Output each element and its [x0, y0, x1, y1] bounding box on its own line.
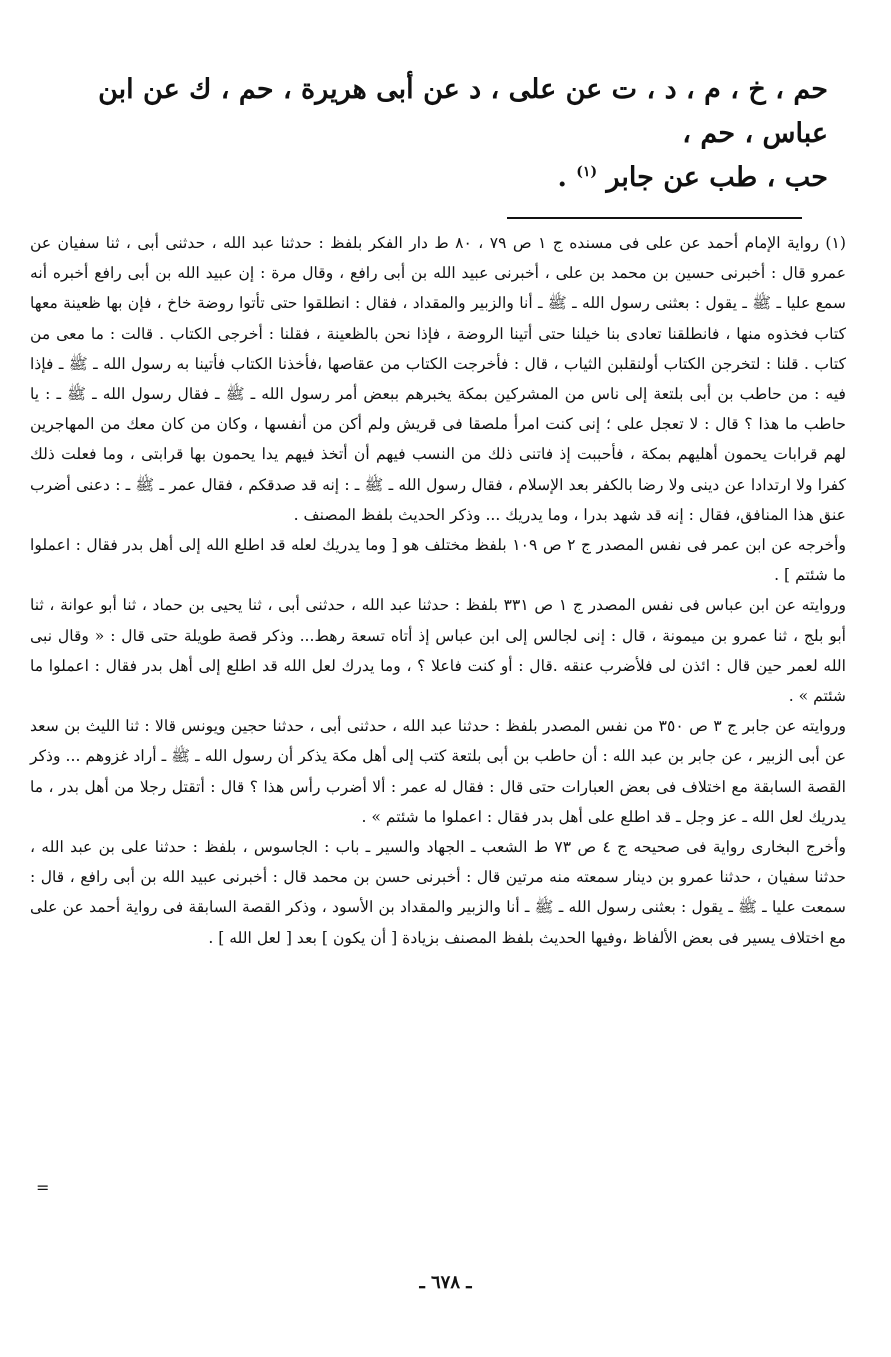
footnote-separator: [507, 217, 802, 219]
footnote-reference: (١): [576, 164, 598, 180]
footnote-paragraph-2: وأخرجه عن ابن عمر فى نفس المصدر ج ٢ ص ١٠٩ بلفظ مختلف هو [ وما يدريك لعله قد اطلع الله إلى أهل بدر فقال : اعملوا ما شئتم ] .: [30, 536, 846, 585]
main-text-line-1: حم ، خ ، م ، د ، ت عن على ، د عن أبى هريرة ، حم ، ك عن ابن عباس ، حم ،: [98, 74, 828, 149]
main-text: [38, 68, 828, 200]
main-text-line-2-body: حب ، طب عن جابر: [606, 162, 828, 193]
footnote-block: [30, 228, 846, 953]
footnote-paragraph-3: وروايته عن ابن عباس فى نفس المصدر ج ١ ص ٣٣١ بلفظ : حدثنا عبد الله ، حدثنى أبى ، ثنا يحيى بن حماد ، ثنا أبو عوانة ، ثنا أبو بلج ، ثنا عمرو بن ميمونة ، قال : إنى لجالس إلى ابن عباس إذ أتاه تسعة رهط... وذكر قصة طويلة حتى قال : « وقال نبى الله لعمر حين قال : ائذن لى فلأضرب عنقه .قال : أو كنت فاعلا ؟ ، وما يدرك لعل الله قد اطلع إلى أهل بدر فقال : اعملوا ما شئتم » .: [30, 596, 846, 706]
footnote-marker: (١): [825, 234, 846, 252]
footnote-paragraph-1-text: رواية الإمام أحمد عن على فى مسنده ج ١ ص ٧٩ ، ٨٠ ط دار الفكر بلفظ : حدثنا عبد الله ، حدثنى أبى ، ثنا سفيان عن عمرو قال : أخبرنى حسين بن محمد بن على ، أخبرنى عبيد الله بن أبى رافع ، وقال مرة : إن عبيد الله بن أبى رافع أخبره أنه سمع عليا ـ ﷺ ـ يقول : بعثنى رسول الله ـ ﷺ ـ أنا والزبير والمقداد ، فقال : انطلقوا حتى تأتوا روضة خاخ ، فإن بها ظعينة معها كتاب فخذوه منها ، فانطلقنا تعادى بنا خيلنا حتى أتينا الروضة ، فإذا نحن بالظعينة ، فقلنا : أخرجى الكتاب . قالت : ما معى من كتاب . قلنا : لتخرجن الكتاب أولنقلبن الثياب ، قال : فأخرجت الكتاب من عقاصها ،فأخذنا الكتاب فأتينا به رسول الله ـ ﷺ ـ فإذا فيه : من حاطب بن أبى بلتعة إلى ناس من المشركين بمكة يخبرهم ببعض أمر رسول الله ـ ﷺ ـ فقال رسول الله ـ ﷺ ـ : يا حاطب ما هذا ؟ قال : لا تعجل على ؛ إنى كنت امرأ ملصقا فى قريش ولم أكن من أنفسها ، وكان من كان معك من المهاجرين لهم قرابات يحمون أهليهم بمكة ، فأحببت إذ فاتنى ذلك من النسب فيهم أن أتخذ فيهم يدا يحمون بها قرابتى ، وما فعلت ذلك كفرا ولا ارتدادا عن دينى ولا رضا بالكفر بعد الإسلام ، فقال رسول الله ـ ﷺ ـ : إنه قد صدقكم ، فقال عمر ـ ﷺ ـ : دعنى أضرب عنق هذا المنافق، فقال : إنه قد شهد بدرا ، وما يدريك ... وذكر الحديث بلفظ المصنف .: [30, 234, 846, 524]
page-number: ـ ٦٧٨ ـ: [419, 1272, 472, 1293]
footnote-paragraph-1: [30, 228, 846, 530]
continuation-mark: =: [36, 1178, 50, 1197]
main-text-line-2: [38, 156, 828, 200]
footnote-paragraph-4: وروايته عن جابر ج ٣ ص ٣٥٠ من نفس المصدر بلفظ : حدثنا عبد الله ، حدثنى أبى ، حدثنا حجين ويونس قالا : ثنا الليث بن سعد عن أبى الزبير ، عن جابر بن عبد الله : أن حاطب بن أبى بلتعة كتب إلى أهل مكة يذكر أن رسول الله ـ ﷺ ـ أراد غزوهم ... وذكر القصة السابقة مع اختلاف فى بعض العبارات حتى قال : فقال له عمر : ألا أضرب رأس هذا ؟ قال : أتقتل رجلا من أهل بدر ، ما يدريك لعل الله ـ عز وجل ـ قد اطلع على أهل بدر فقال : اعملوا ما شئتم » .: [30, 717, 846, 826]
main-text-line-2-end: .: [557, 162, 577, 193]
footnote-paragraph-5: وأخرج البخارى رواية فى صحيحه ج ٤ ص ٧٣ ط الشعب ـ الجهاد والسير ـ باب : الجاسوس ، بلفظ : حدثنا على بن عبد الله ، حدثنا سفيان ، حدثنا عمرو بن دينار سمعته منه مرتين قال : أخبرنى حسن بن محمد قال : أخبرنى عبيد الله بن أبى رافع ، قال : سمعت عليا ـ ﷺ ـ يقول : بعثنى رسول الله ـ ﷺ ـ أنا والزبير والمقداد بن الأسود ، وذكر القصة السابقة فى رواية أحمد عن على مع اختلاف يسير فى بعض الألفاظ ،وفيها الحديث بلفظ المصنف بزيادة [ أن يكون ] بعد [ لعل الله ] .: [30, 838, 846, 947]
